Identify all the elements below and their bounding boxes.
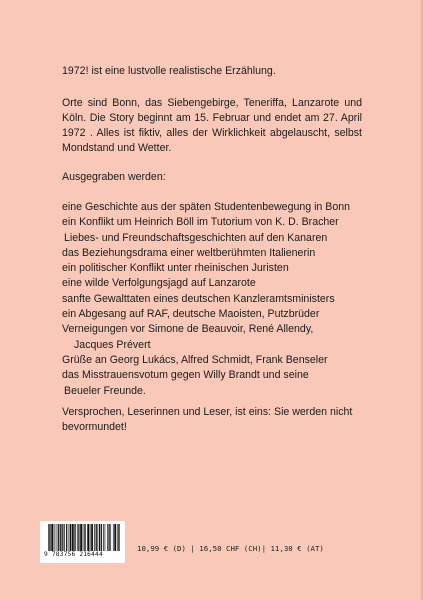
barcode-bar — [83, 524, 84, 551]
list-item-continuation: Jacques Prévert — [74, 338, 151, 351]
barcode-bar — [99, 524, 100, 551]
barcode-bar — [108, 524, 109, 551]
barcode-bar — [110, 524, 111, 551]
barcode-bar — [81, 524, 82, 551]
barcode-bar — [118, 524, 119, 551]
barcode-bar — [58, 524, 59, 551]
barcode-bar — [63, 524, 64, 551]
barcode-bar — [84, 524, 85, 551]
barcode-bar — [80, 524, 81, 551]
barcode-bar — [77, 524, 78, 551]
barcode-bar — [92, 524, 93, 551]
barcode-bar — [69, 524, 70, 551]
barcode-bar — [75, 524, 76, 551]
barcode-bar — [67, 524, 68, 551]
barcode-bar — [48, 524, 49, 551]
excavated-heading: Ausgegraben werden: — [62, 171, 166, 183]
barcode-bar — [99, 524, 100, 551]
barcode-bar — [72, 524, 73, 551]
list-item: eine wilde Verfolgungsjagd auf Lanzarote — [62, 277, 256, 290]
barcode-bar — [117, 524, 118, 551]
barcode-bar — [64, 524, 65, 551]
barcode-bar — [96, 524, 97, 551]
barcode-bar — [78, 524, 79, 551]
barcode-bar — [89, 524, 90, 551]
barcode-bar — [92, 524, 93, 551]
barcode-bar — [61, 524, 62, 551]
barcode-bar — [62, 524, 63, 551]
closing-paragraph: Versprochen, Leserinnen und Leser, ist eins: Sie werden nicht bevormundet! — [62, 406, 353, 433]
barcode-bar — [54, 524, 55, 551]
barcode-bar — [115, 524, 116, 551]
barcode-bar — [113, 524, 114, 551]
isbn-digits: 9 783756 216444 — [44, 551, 103, 558]
barcode-bar — [50, 524, 51, 551]
barcode-bar — [53, 524, 54, 551]
barcode-bar — [81, 524, 82, 551]
barcode-bar — [80, 524, 81, 551]
barcode-bars — [48, 524, 120, 551]
barcode-bar — [72, 524, 73, 551]
barcode-bar — [74, 524, 75, 551]
barcode-bar — [66, 524, 67, 551]
list-item: ein politischer Konflikt unter rheinischen Juristen — [62, 262, 289, 275]
list-item: eine Geschichte aus der späten Studentenbewegung in Bonn — [62, 201, 351, 213]
barcode-bar — [91, 524, 92, 551]
isbn-barcode — [40, 521, 125, 563]
barcode-bar — [51, 524, 52, 551]
list-item: Liebes- und Freundschaftsgeschichten auf den Kanaren — [64, 231, 328, 244]
intro-text: 1972! ist eine lustvolle realistische Erzählung. — [62, 65, 276, 77]
barcode-bar — [119, 524, 120, 551]
list-item: Verneigungen vor Simone de Beauvoir, René Allendy, — [62, 323, 314, 336]
barcode-bar — [58, 524, 59, 551]
barcode-bar — [52, 524, 53, 551]
list-item: Grüße an Georg Lukács, Alfred Schmidt, Frank Benseler — [62, 353, 328, 366]
barcode-bar — [85, 524, 86, 551]
barcode-bar — [60, 524, 61, 551]
price-line: 10,99 € (D) | 16,50 CHF (CH)| 11,30 € (AT) — [137, 544, 324, 553]
list-item: sanfte Gewalttaten eines deutschen Kanzleramtsministers — [62, 292, 335, 305]
barcode-bar — [90, 524, 91, 551]
barcode-bar — [109, 524, 110, 551]
barcode-bar — [94, 524, 95, 551]
barcode-bar — [114, 524, 115, 551]
places-paragraph: Orte sind Bonn, das Siebengebirge, Teneriffa, Lanzarote und Köln. Die Story beginnt am 15. Februar und endet am 27. April 1972 . Alles ist fiktiv, alles der Wirklichkeit abgelauscht, selbst Mondstand und Wetter. — [62, 97, 362, 154]
barcode-bar — [107, 524, 108, 551]
barcode-bar — [101, 524, 102, 551]
barcode-bar — [101, 524, 102, 551]
barcode-bar — [56, 524, 57, 551]
barcode-bar — [96, 524, 97, 551]
barcode-bar — [73, 524, 74, 551]
barcode-bar — [70, 524, 71, 551]
barcode-bar — [49, 524, 50, 551]
list-item-continuation: Beueler Freunde. — [64, 384, 146, 397]
barcode-bar — [97, 524, 98, 551]
excavated-list — [62, 200, 362, 399]
barcode-bar — [88, 524, 89, 551]
barcode-bar — [103, 524, 104, 551]
barcode-bar — [60, 524, 61, 551]
barcode-bar — [71, 524, 72, 551]
barcode-bar — [87, 524, 88, 551]
list-item: ein Abgesang auf RAF, deutsche Maoisten, Putzbrüder — [62, 308, 320, 321]
barcode-bar — [116, 524, 117, 551]
list-item: ein Konflikt um Heinrich Böll im Tutorium von K. D. Bracher — [62, 216, 339, 229]
barcode-bar — [105, 524, 106, 551]
list-item: das Misstrauensvotum gegen Willy Brandt und seine — [62, 369, 309, 382]
list-item: das Beziehungsdrama einer weltberühmten Italienerin — [62, 246, 316, 259]
